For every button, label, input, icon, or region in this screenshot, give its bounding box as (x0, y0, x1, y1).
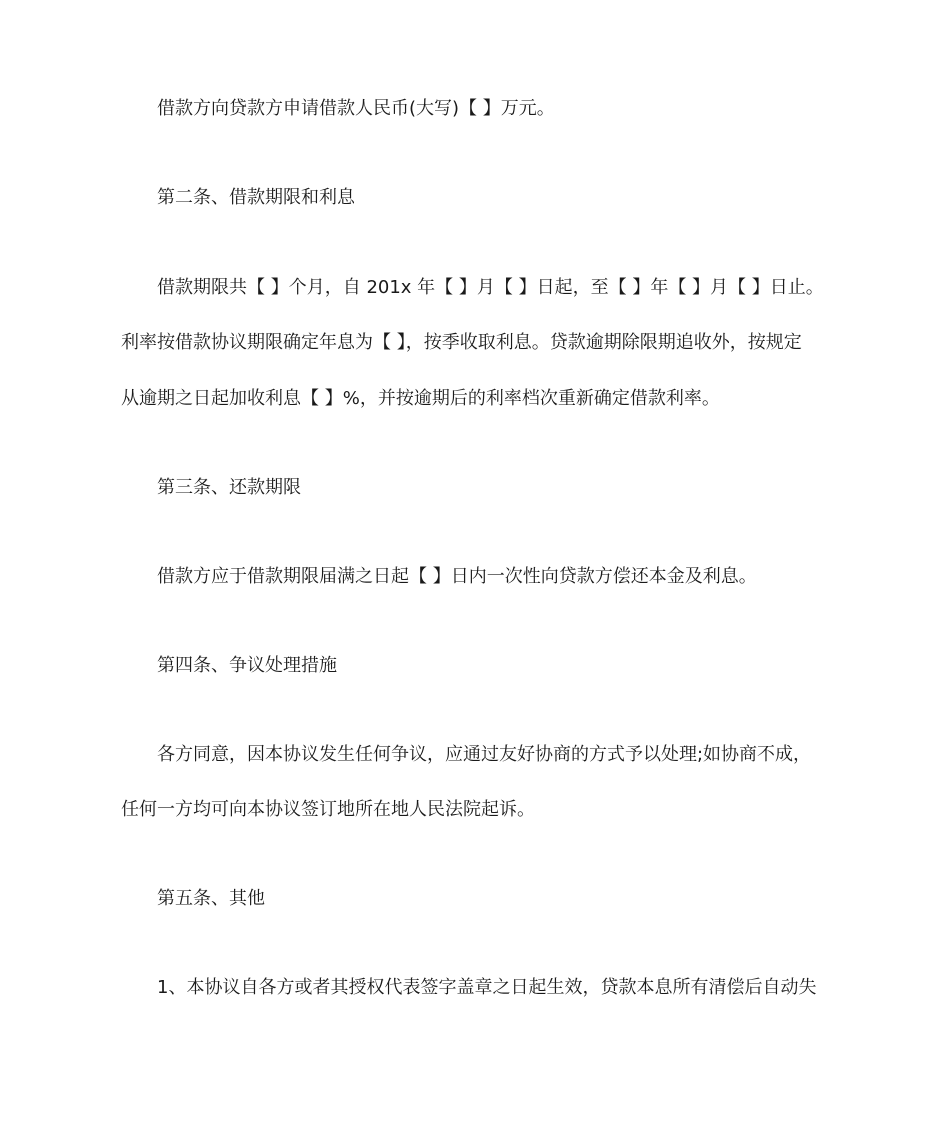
dispute-line-1: 各方同意，因本协议发生任何争议，应通过友好协商的方式予以处理;如协商不成， (157, 744, 812, 765)
other-clause-1: 1、本协议自各方或者其授权代表签字盖章之日起生效，贷款本息所有清偿后自动失 (157, 977, 817, 998)
article-4-heading: 第四条、争议处理措施 (157, 655, 337, 676)
loan-amount-paragraph: 借款方向贷款方申请借款人民币(大写)【 】万元。 (157, 98, 555, 119)
article-2-heading: 第二条、借款期限和利息 (157, 187, 355, 208)
repayment-paragraph: 借款方应于借款期限届满之日起【 】日内一次性向贷款方偿还本金及利息。 (157, 566, 757, 587)
loan-term-line-2: 利率按借款协议期限确定年息为【 】，按季收取利息。贷款逾期除限期追收外，按规定 (121, 332, 802, 353)
article-5-heading: 第五条、其他 (157, 888, 265, 909)
article-3-heading: 第三条、还款期限 (157, 477, 301, 498)
loan-term-line-1: 借款期限共【 】个月，自 201x 年【 】月【 】日起，至【 】年【 】月【 】日止。 (157, 277, 824, 298)
dispute-line-2: 任何一方均可向本协议签订地所在地人民法院起诉。 (121, 799, 535, 820)
loan-term-line-3: 从逾期之日起加收利息【 】%，并按逾期后的利率档次重新确定借款利率。 (121, 388, 720, 409)
